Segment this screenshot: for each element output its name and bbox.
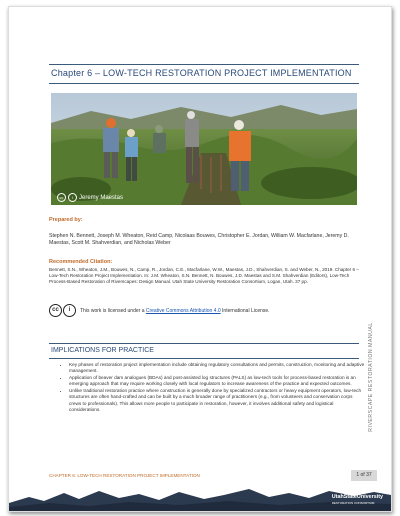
logo-name: UtahStateUniversity [331, 494, 383, 500]
author-list: Stephen N. Bennett, Joseph M. Wheaton, Reid Camp, Nicolaas Bouwes, Christopher E. Jordan, William W. Macfarlane, Jeremy D. Maestas, Scott M. Shahverdian, and Nicholas Weber [49, 233, 349, 247]
side-running-title [365, 307, 377, 447]
usu-logo [332, 495, 383, 506]
chapter-title-bar [49, 64, 359, 84]
attribution-icon: i [68, 193, 77, 202]
photo-credit [57, 193, 123, 202]
cc-icon: cc [57, 193, 66, 202]
chapter-title: Chapter 6 – LOW-TECH RESTORATION PROJECT IMPLEMENTATION [51, 68, 352, 78]
document-page [8, 6, 392, 512]
implications-heading-bar [49, 343, 359, 359]
implications-list [61, 362, 365, 414]
list-item: • Unlike traditional restoration practice where construction is generally done by specialized contractors or heavy equipment operators, low-tech structures are often hand-crafted and can be built by a much broader range of practitioners (e.g., from volunteers and conservation corps crews to professionals). This allows more people to participate in restoration, however, it involves additional safety and logistical considerations. [69, 388, 365, 413]
restoration-crew-photo [51, 93, 357, 205]
side-text: RIVERSCAPE RESTORATION MANUAL [368, 322, 374, 432]
list-item: • Application of beaver dam analogues (BDAs) and post-assisted log structures (PALS) as low-tech tools for process-based restoration is an emerging approach that may require working closely with local regulators to increase awareness of the practice and expected outcomes. [69, 375, 365, 388]
list-item: • Key phases of restoration project implementation include obtaining regulatory consultations and permits, construction, monitoring and adaptive management. [69, 362, 365, 375]
license-suffix: International License. [220, 307, 270, 314]
license-notice [49, 304, 270, 317]
citation-text: Bennett, S.N., Wheaton, J.M., Bouwes, N., Camp, R., Jordan, C.E., Macfarlane, W.W., Maestas, J.D., Shahverdian, S. and Weber, N., 2019. Chapter 6 – Low-Tech Restoration Project Implementation. In: J.M. Wheaton, S.N. Bennett, N. Bouwes, J.D. Maestas and S.M. Shahverdian (Editors), Low-Tech Process-Based Restoration of Riverscapes: Design Manual. Utah State University Restoration Consortium, Logan, Utah. 37 pp. [49, 267, 359, 285]
implications-heading: IMPLICATIONS FOR PRACTICE [51, 347, 154, 354]
citation-label: Recommended Citation: [49, 259, 113, 265]
logo-tagline: RESTORATION CONSORTIUM [331, 500, 375, 505]
footer-chapter-label: CHAPTER 6: LOW-TECH RESTORATION PROJECT IMPLEMENTATION [49, 473, 200, 478]
cover-photo [51, 93, 357, 205]
photo-credit-name: Jeremy Maestas [79, 194, 124, 201]
license-prefix: This work is licensed under a [80, 307, 146, 314]
prepared-by-label: Prepared by: [49, 217, 83, 223]
page-number: 1 of 37 [351, 470, 377, 481]
cc-by-license-icon: cc i [49, 304, 76, 317]
footer-mountain-banner [9, 485, 391, 511]
license-link[interactable]: Creative Commons Attribution 4.0 [145, 307, 221, 314]
